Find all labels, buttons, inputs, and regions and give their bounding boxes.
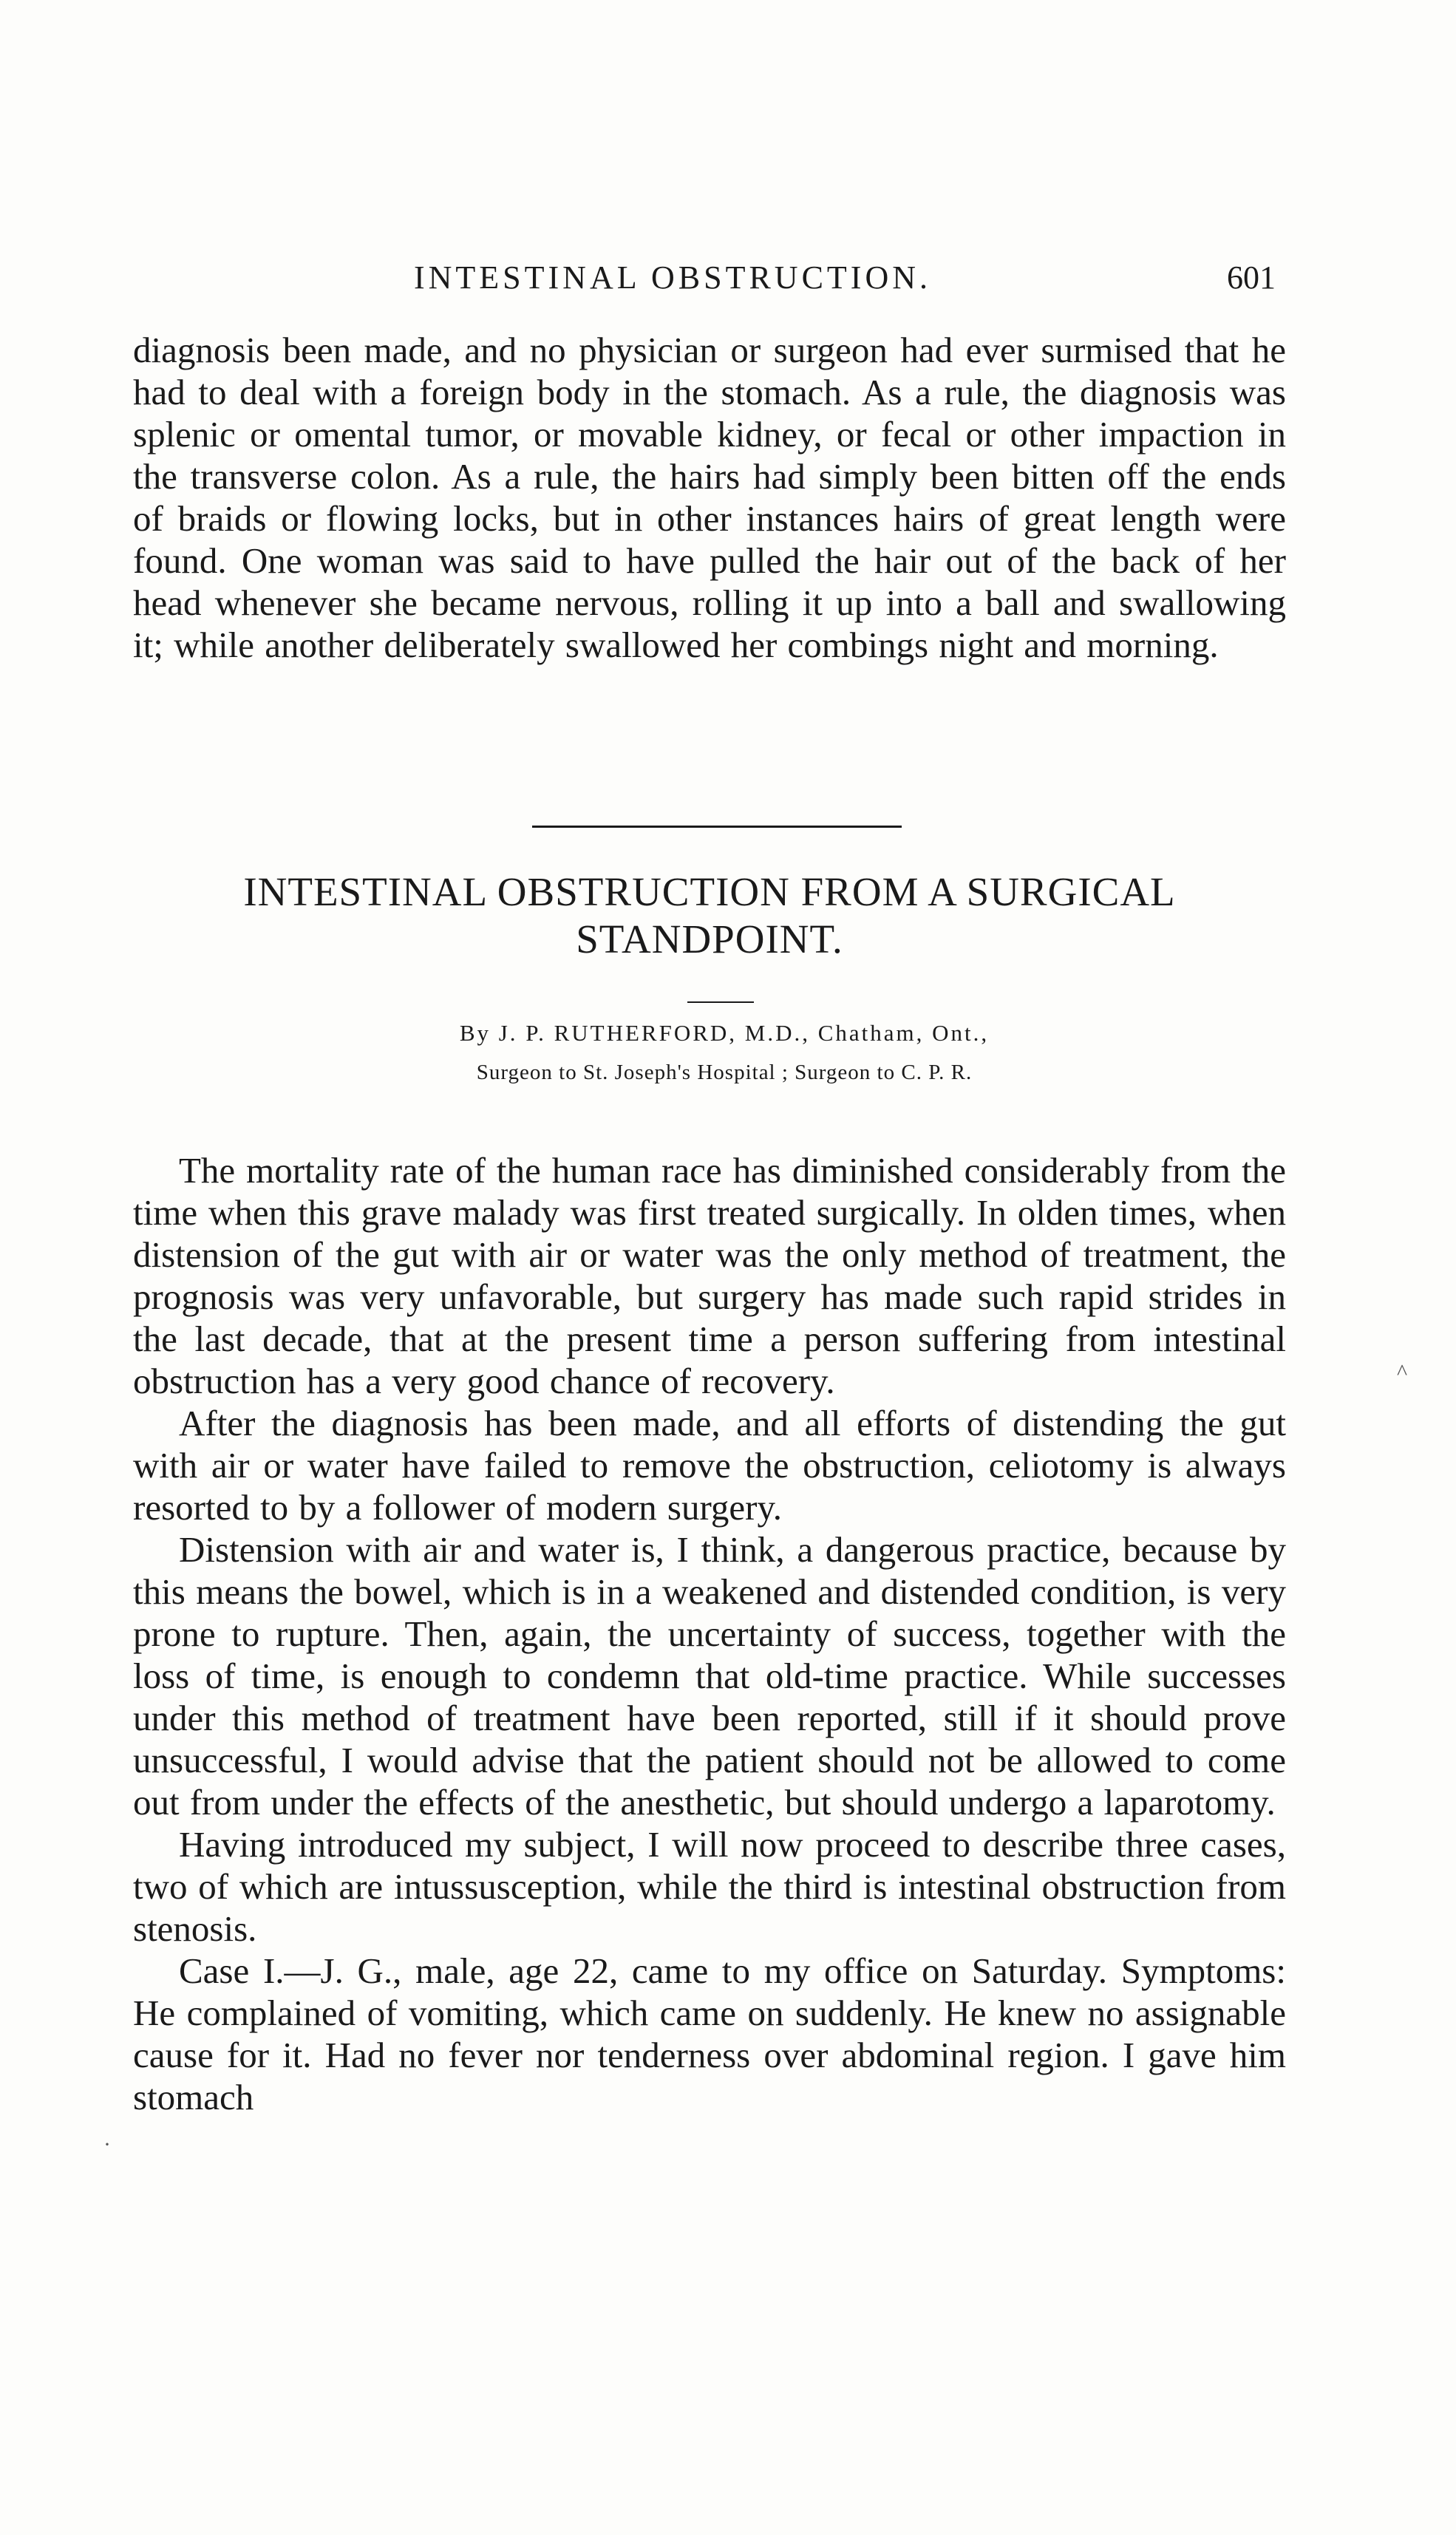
paragraph: diagnosis been made, and no physician or surgeon had ever surmised that he had to deal with a foreign body in the stomach. As a rule, the diagnosis was splenic or omental tumor, or movable kidney, or fecal or other impaction in the transverse colon. As a rule, the hairs had simply been bitten off the ends of braids or flowing locks, but in other instances hairs of great length were found. One woman was said to have pulled the hair out of the back of her head whenever she became nervous, rolling it up into a ball and swallowing it; while another deliberately swallowed her combings night and morning. [133, 330, 1286, 665]
page-number: 601 [1227, 259, 1276, 296]
previous-article-continuation [133, 329, 1286, 666]
paragraph: Having introduced my subject, I will now proceed to describe three cases, two of which are intussusception, while the third is intestinal obstruction from stenosis. [133, 1824, 1286, 1949]
margin-dot-mark: · [103, 2132, 111, 2157]
section-divider [532, 826, 902, 828]
author-byline: By J. P. RUTHERFORD, M.D., Chatham, Ont., [459, 1020, 990, 1046]
author-affiliation: Surgeon to St. Joseph's Hospital ; Surgeon to C. P. R. [476, 1061, 973, 1084]
paragraph: After the diagnosis has been made, and all efforts of distending the gut with air or water have failed to remove the obstruction, celiotomy is always resorted to by a follower of modern surgery. [133, 1403, 1286, 1528]
paragraph: Distension with air and water is, I think, a dangerous practice, because by this means the bowel, which is in a weakened and distended condition, is very prone to rupture. Then, again, the uncertainty of success, together with the loss of time, is enough to condemn that old-time practice. While successes under this method of treatment have been reported, still if it should prove unsuccessful, I would advise that the patient should not be allowed to come out from under the effects of the anesthetic, but should undergo a laparotomy. [133, 1529, 1286, 1823]
paragraph: The mortality rate of the human race has diminished considerably from the time when this grave malady was first treated surgically. In olden times, when distension of the gut with air or water was the only method of treatment, the prognosis was very unfavorable, but surgery has made such rapid strides in the last decade, that at the present time a person suffering from intestinal obstruction has a very good chance of recovery. [133, 1150, 1286, 1401]
article-title: INTESTINAL OBSTRUCTION FROM A SURGICAL STANDPOINT. [243, 869, 1176, 962]
title-rule [687, 1001, 754, 1003]
running-title: INTESTINAL OBSTRUCTION. [414, 259, 931, 296]
paragraph: Case I.—J. G., male, age 22, came to my office on Saturday. Symptoms: He complained of vomiting, which came on suddenly. He knew no assignable cause for it. Had no fever nor tenderness over abdominal region. I gave him stomach [133, 1950, 1286, 2117]
margin-caret-mark: ^ [1397, 1360, 1408, 1384]
article-body [133, 1149, 1286, 2118]
